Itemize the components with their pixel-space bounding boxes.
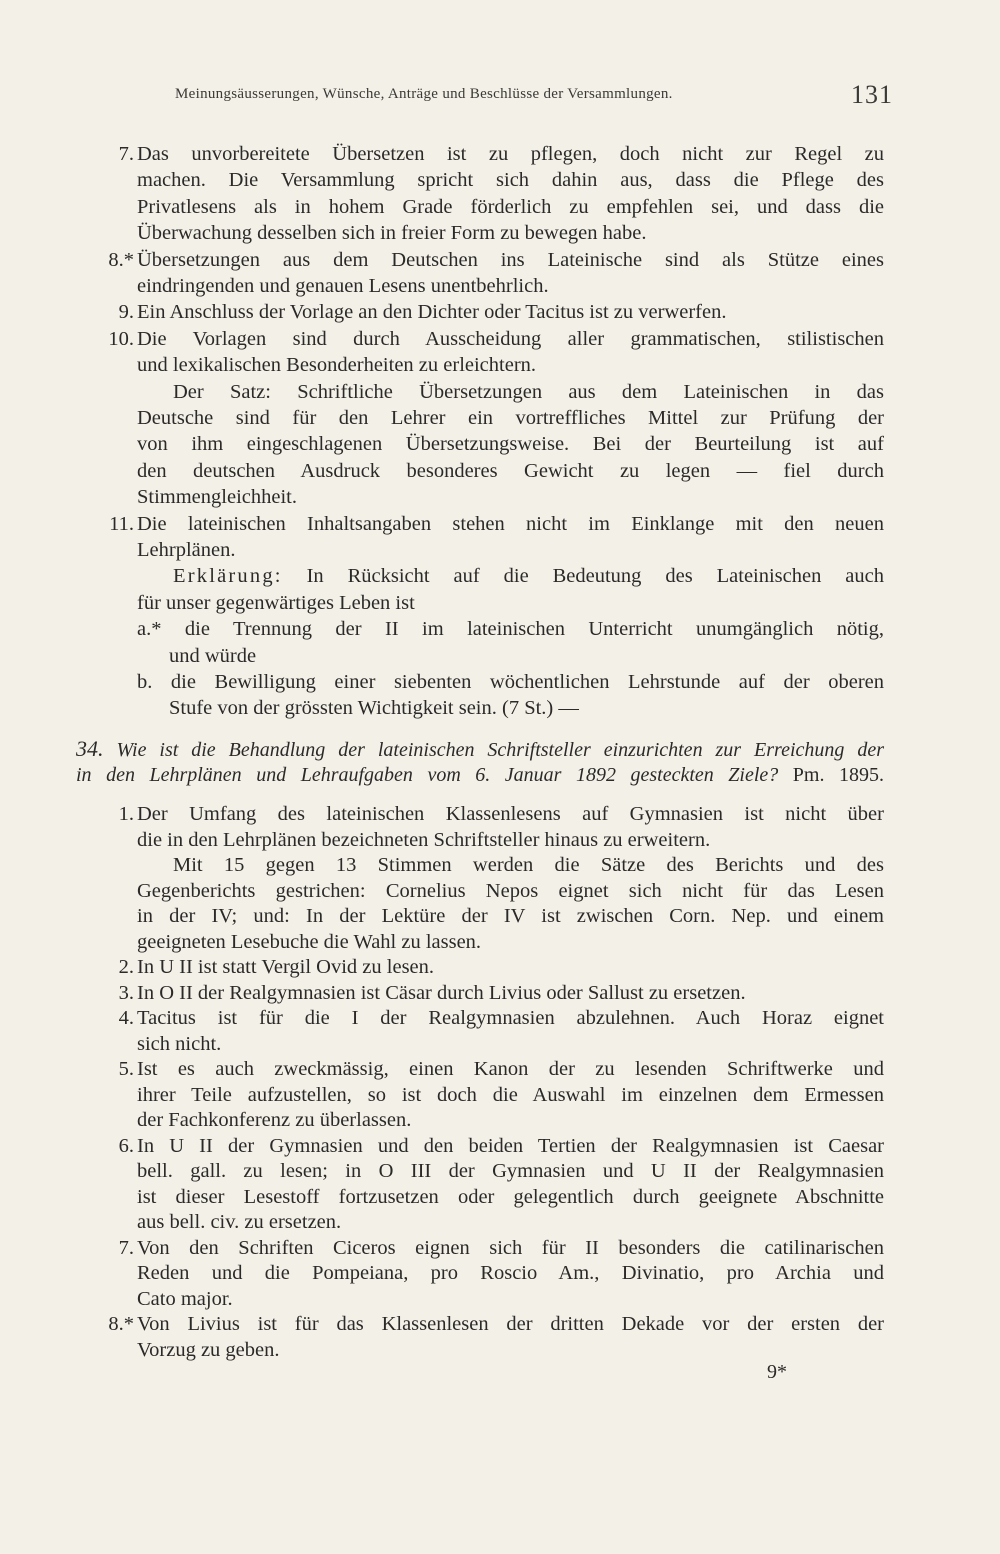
text-line: Stimmengleichheit. <box>137 486 297 509</box>
signature-mark: 9* <box>767 1361 787 1383</box>
text-line: bell. gall. zu lesen; in O III der Gymnasien und U II der Realgymnasien <box>137 1160 884 1182</box>
text-line: den deutschen Ausdruck besonderes Gewicht zu legen — fiel durch <box>137 459 884 482</box>
text-line: Vorzug zu geben. <box>137 1338 280 1361</box>
text-line: sich nicht. <box>137 1032 222 1055</box>
text-line: Privatlesens als in hohem Grade förderlich zu empfehlen sei, und dass die <box>137 195 884 218</box>
text-line: Die Vorlagen sind durch Ausscheidung aller grammatischen, stilistischen <box>137 327 884 350</box>
text-line: der Fachkonferenz zu überlassen. <box>137 1109 412 1131</box>
text-line: geeigneten Lesebuche die Wahl zu lassen. <box>137 930 482 953</box>
running-header <box>175 80 893 109</box>
text-line: Ist es auch zweckmässig, einen Kanon der zu lesenden Schriftwerke und <box>137 1058 884 1080</box>
text-line: von ihm eingeschlagenen Übersetzungsweise. Bei der Beurteilung ist auf <box>137 433 884 456</box>
page-number: 131 <box>851 80 893 109</box>
section-heading-line-1 <box>76 736 884 763</box>
text-line: Der Satz: Schriftliche Übersetzungen aus dem Lateinischen in das <box>173 380 884 403</box>
section-heading-line-2 <box>76 762 884 788</box>
text-line: in der IV; und: In der Lektüre der IV ist zwischen Corn. Nep. und einem <box>137 905 884 927</box>
section-question-part-2: in den Lehrplänen und Lehraufgaben vom 6. Januar 1892 gesteckten Ziele? <box>76 764 779 786</box>
text-line: Cato major. <box>137 1287 233 1310</box>
running-title: Meinungsäusserungen, Wünsche, Anträge und Beschlüsse der Versammlungen. <box>175 86 673 102</box>
item-number: 8.* <box>108 1313 134 1335</box>
text-line: ihrer Teile aufzustellen, so ist doch die Auswahl im einzelnen dem Ermessen <box>137 1083 884 1106</box>
text-line: Ein Anschluss der Vorlage an den Dichter oder Tacitus ist zu verwerfen. <box>137 301 727 324</box>
text-line: und würde <box>169 644 257 667</box>
text-line: Deutsche sind für den Lehrer ein vortreffliches Mittel zur Prüfung der <box>137 407 884 429</box>
item-number: 5. <box>118 1058 134 1080</box>
text-line: für unser gegenwärtiges Leben ist <box>137 591 415 614</box>
text-line: In U II ist statt Vergil Ovid zu lesen. <box>137 956 435 978</box>
text-line: Gegenberichts gestrichen: Cornelius Nepos eignet sich nicht für das Lesen <box>137 879 884 902</box>
text-line: Erklärung: In Rücksicht auf die Bedeutung des Lateinischen auch <box>173 565 884 588</box>
text-line: machen. Die Versammlung spricht sich dahin aus, dass die Pflege des <box>137 169 884 192</box>
item-number: 4. <box>118 1007 134 1029</box>
item-number: 7. <box>118 143 134 165</box>
item-number: 2. <box>118 956 134 978</box>
text-line: Die lateinischen Inhaltsangaben stehen nicht im Einklange mit den neuen <box>137 512 884 535</box>
section-reference: Pm. 1895. <box>792 764 884 786</box>
text-line: Von Livius ist für das Klassenlesen der dritten Dekade vor der ersten der <box>137 1313 884 1335</box>
item-number: 11. <box>109 512 134 535</box>
text-line: Das unvorbereitete Übersetzen ist zu pflegen, doch nicht zur Regel zu <box>137 143 884 165</box>
spaced-label: Erklärung: <box>173 565 283 588</box>
item-number: 8.* <box>108 248 134 271</box>
text-line: In O II der Realgymnasien ist Cäsar durch Livius oder Sallust zu ersetzen. <box>137 981 746 1004</box>
item-number: 7. <box>118 1236 134 1259</box>
item-number: 1. <box>118 803 134 825</box>
text-line: eindringenden und genauen Lesens unentbehrlich. <box>137 275 549 297</box>
text-line: Überwachung desselben sich in freier Form zu bewegen habe. <box>137 222 647 245</box>
text-line: Reden und die Pompeiana, pro Roscio Am., Divinatio, pro Archia und <box>137 1262 884 1284</box>
text-line: Lehrplänen. <box>137 539 236 561</box>
text-line: Tacitus ist für die I der Realgymnasien abzulehnen. Auch Horaz eignet <box>137 1007 884 1029</box>
text-line: Übersetzungen aus dem Deutschen ins Lateinische sind als Stütze eines <box>137 248 884 271</box>
text-line: und lexikalischen Besonderheiten zu erleichtern. <box>137 354 537 377</box>
text-line: b. die Bewilligung einer siebenten wöchentlichen Lehrstunde auf der oberen <box>137 671 884 693</box>
item-number: 6. <box>118 1134 134 1157</box>
text-line: Mit 15 gegen 13 Stimmen werden die Sätze des Berichts und des <box>173 854 884 876</box>
text-line: die in den Lehrplänen bezeichneten Schriftsteller hinaus zu erweitern. <box>137 828 711 851</box>
text-line: Der Umfang des lateinischen Klassenlesens auf Gymnasien ist nicht über <box>137 803 884 825</box>
section-number: 34. <box>76 736 104 761</box>
item-number: 10. <box>108 327 134 350</box>
text-line: Von den Schriften Ciceros eignen sich für II besonders die catilinarischen <box>137 1236 884 1259</box>
text-line: In U II der Gymnasien und den beiden Tertien der Realgymnasien ist Caesar <box>137 1134 884 1157</box>
text-line: Stufe von der grössten Wichtigkeit sein. (7 St.) — <box>169 697 579 720</box>
item-number: 9. <box>118 301 134 324</box>
text-line: ist dieser Lesestoff fortzusetzen oder gelegentlich durch geeignete Abschnitte <box>137 1185 884 1208</box>
text-line: a.* die Trennung der II im lateinischen Unterricht unumgänglich nötig, <box>137 618 884 641</box>
item-number: 3. <box>118 981 134 1004</box>
text-line: aus bell. civ. zu ersetzen. <box>137 1211 342 1233</box>
section-question-part-1: Wie ist die Behandlung der lateinischen Schriftsteller einzurichten zur Erreichung der <box>116 739 884 761</box>
